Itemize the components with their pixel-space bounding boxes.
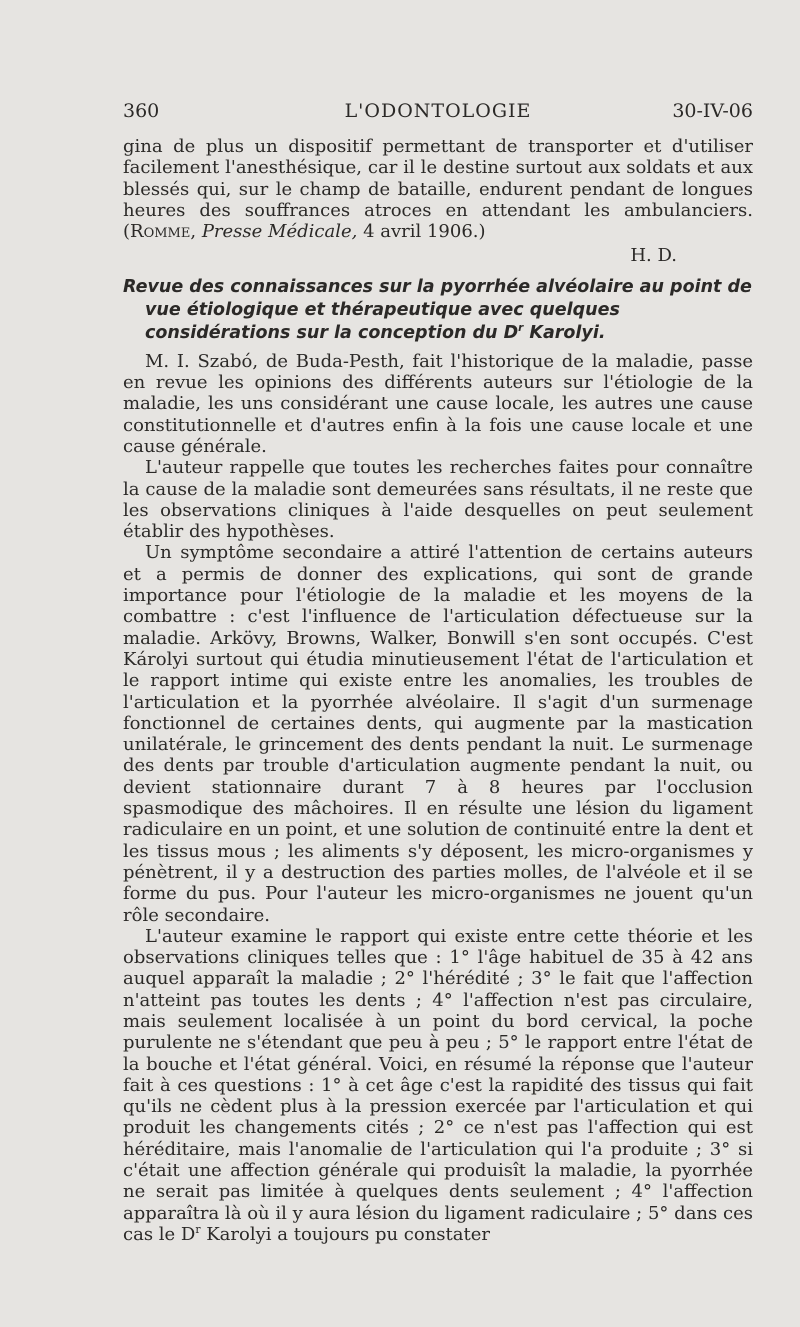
cited-source: Presse Médicale, bbox=[201, 221, 358, 243]
paragraph-superscript: r bbox=[195, 1222, 201, 1236]
running-header bbox=[123, 100, 753, 126]
heading-text-end: Karolyi. bbox=[523, 322, 606, 343]
prev-text: gina de plus un dispositif permettant de transporter et d'utiliser facilement l'anesthésique, car il le destine surtout aux soldats et aux blessés qui, sur le champ de bataille, endurent pendant de longues heures des souffrances atroces en attendant les ambulanciers. ( bbox=[123, 136, 753, 243]
cited-author: Romme bbox=[130, 221, 191, 243]
paragraph: M. I. Szabó, de Buda-Pesth, fait l'historique de la maladie, passe en revue les opinions des différents auteurs sur l'étiologie de la maladie, les uns considérant une cause locale, les autres une cause constitutionnelle et d'autres enfin à la fois une cause locale et une cause générale. bbox=[123, 350, 753, 457]
author-initials: H. D. bbox=[630, 245, 677, 267]
cite-separator: , bbox=[190, 221, 202, 243]
heading-text: Revue des connaissances sur la pyorrhée alvéolaire au point de vue étiologique et thérapeutique avec quelques considérations sur la conception du D bbox=[123, 276, 752, 343]
issue-date: 30-IV-06 bbox=[672, 100, 753, 122]
article-heading bbox=[123, 276, 753, 345]
page-number: 360 bbox=[123, 100, 160, 122]
previous-article-ending bbox=[123, 136, 753, 242]
heading-superscript: r bbox=[518, 321, 524, 334]
paragraph-last bbox=[123, 926, 753, 1245]
paragraph-text: L'auteur examine le rapport qui existe entre cette théorie et les observations cliniques telles que : 1° l'âge habituel de 35 à 42 ans auquel apparaît la maladie ; 2° l'hérédité ; 3° le fait que l'affection n'atteint pas toutes les dents ; 4° l'affection n'est pas circulaire, mais seulement localisée à un point du bord cervical, la poche purulente ne s'étendant que peu à peu ; 5° le rapport entre l'état de la bouche et l'état général. Voici, en résumé la réponse que l'auteur fait à ces questions : 1° à cet âge c'est la rapidité des tissus qui fait qu'ils ne cèdent plus à la pression exercée par l'articulation et qui produit les changements cités ; 2° ce n'est pas l'affection qui est héréditaire, mais l'anomalie de l'articulation qui l'a produite ; 3° si c'était une affection générale qui produisît la maladie, la pyorrhée ne serait pas limitée à quelques dents seulement ; 4° l'affection apparaîtra là où il y aura lésion du ligament radiculaire ; 5° dans ces cas le D bbox=[123, 925, 753, 1245]
body-text bbox=[123, 136, 753, 1245]
paragraph: L'auteur rappelle que toutes les recherches faites pour connaître la cause de la maladie sont demeurées sans résultats, il ne reste que les observations cliniques à l'aide desquelles on peut seulement établir des hypothèses. bbox=[123, 457, 753, 543]
journal-title: L'ODONTOLOGIE bbox=[344, 100, 532, 122]
cited-date: 4 avril 1906.) bbox=[357, 221, 486, 243]
paragraph: Un symptôme secondaire a attiré l'attention de certains auteurs et a permis de donner des explications, qui sont de grande importance pour l'étiologie de la maladie et les moyens de la combattre : c'est l'influence de l'articulation défectueuse sur la maladie. Arkövy, Browns, Walker, Bonwill s'en sont occupés. C'est Károlyi surtout qui étudia minutieusement l'état de l'articulation et le rapport intime qui existe entre les anomalies, les troubles de l'articulation et la pyorrhée alvéolaire. Il s'agit d'un surmenage fonctionnel de certaines dents, qui augmente par la mastication unilatérale, le grincement des dents pendant la nuit. Le surmenage des dents par trouble d'articulation augmente pendant la nuit, ou devient stationnaire durant 7 à 8 heures par l'occlusion spasmodique des mâchoires. Il en résulte une lésion du ligament radiculaire en un point, et une solution de continuité entre la dent et les tissus mous ; les aliments s'y déposent, les micro-organismes y pénètrent, il y a destruction des parties molles, de l'alvéole et il se forme du pus. Pour l'auteur les micro-organismes ne jouent qu'un rôle secondaire. bbox=[123, 542, 753, 926]
paragraph-text-end: Karolyi a toujours pu constater bbox=[200, 1223, 490, 1245]
